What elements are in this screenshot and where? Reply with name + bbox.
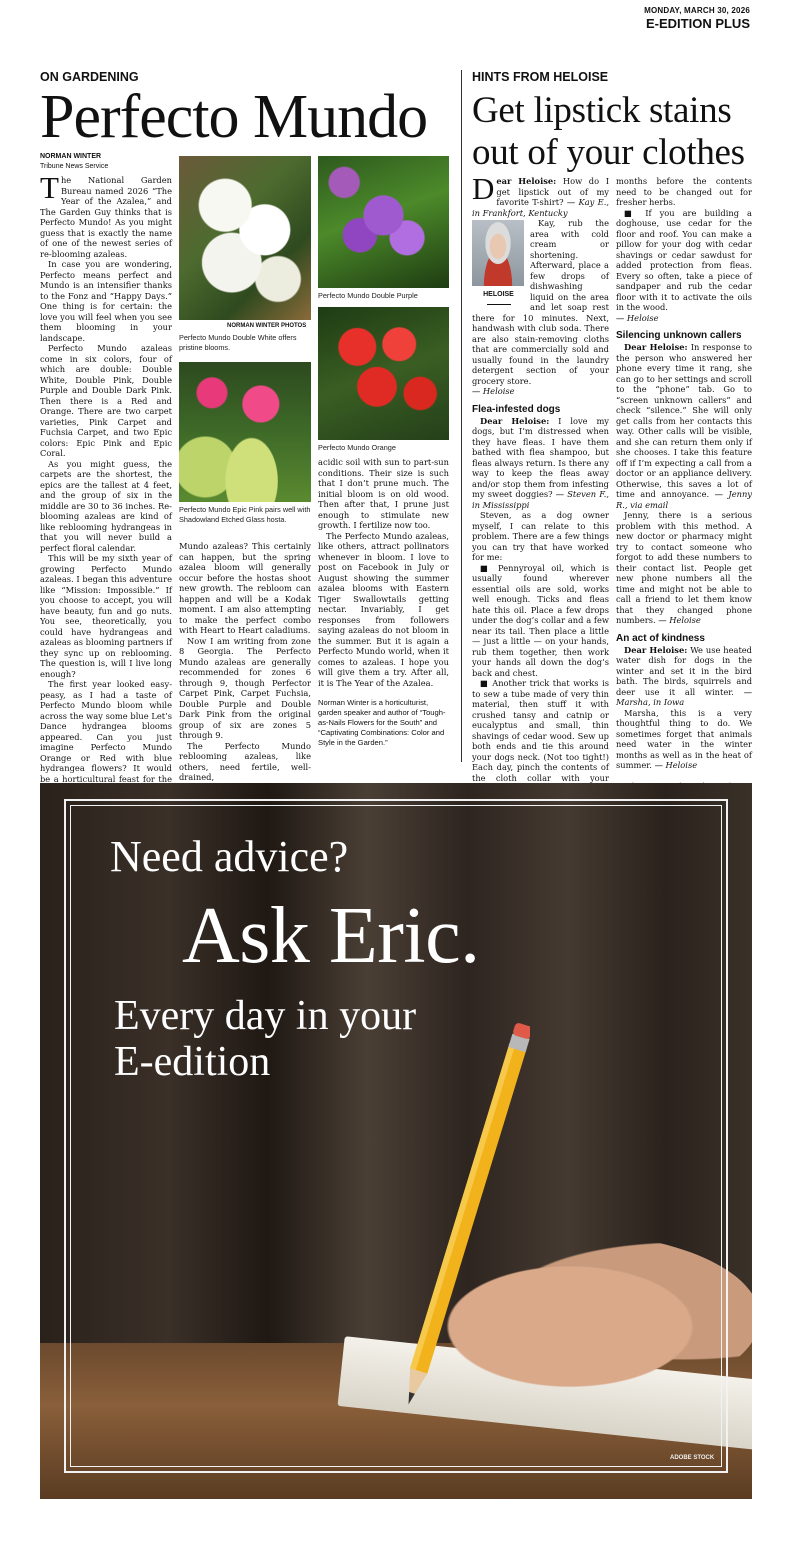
article-paragraph: The Perfecto Mundo reblooming azaleas, like others, need fertile, well-drained, [179, 740, 311, 782]
heloise-photo-label: HELOISE [483, 291, 514, 298]
column-divider [461, 70, 462, 762]
article-paragraph: The National Garden Bureau named 2026 “The Year of the Azalea,” and The Garden Guy thinks that is Perfecto Mundo! As you might guess that is exactly the name of one of the newest series of re-blooming azaleas. [40, 170, 172, 259]
photo-double-purple [318, 156, 449, 288]
ad-line-every-day: Every day in your E-edition [114, 993, 417, 1085]
letter-question: Dear Heloise: In response to the person who answered her phone every time it rang, she can go to her settings and scroll to the “phone” tab. Go to “screen unknown callers” and check “silence.” She will only get calls from her contacts this way. Other calls will be visible, and she can return them only if she chooses. I take this feature off if I’m expecting a call from a doctor or an appliance delivery. Otherwise, this saves a lot of time and annoyance. — Jenny R., via email [616, 342, 752, 510]
edition-name: E-EDITION PLUS [645, 16, 750, 31]
ask-eric-ad[interactable] [40, 783, 752, 1499]
letter-answer: Marsha, this is a very thoughtful thing to do. We sometimes forget that animals need water in the winter months as well as in the heat of summer. — Heloise [616, 707, 752, 770]
caption-double-white: Perfecto Mundo Double White offers pristine blooms. [179, 333, 297, 352]
byline-service: Tribune News Service [40, 163, 109, 170]
drop-cap: T [40, 170, 59, 205]
letter-answer: months before the contents need to be changed out for fresher herbs. [616, 176, 752, 207]
article-paragraph: The first year looked easy-peasy, as I had a taste of Perfecto Mundo bloom while across the way some blue Let’s Dance hydrangea blooms appeared. Can you just imagine Perfecto Mundo Orange or Red with blue hydrangea flowers? It would be a horticultural feast for the [40, 679, 172, 784]
caption-double-purple: Perfecto Mundo Double Purple [318, 291, 418, 300]
photo-credit: NORMAN WINTER PHOTOS [227, 323, 307, 329]
ad-photo-credit: ADOBE STOCK [670, 1455, 715, 1461]
heloise-column-2 [616, 176, 752, 801]
heloise-headline: Get lipstick stains out of your clothes [472, 90, 745, 173]
letter-answer: ■ Pennyroyal oil, which is usually found wherever essential oils are sold, works well enough. Ticks and fleas hate this oil. Place a few drops under the dog’s collar and a few near its tail. Then place a little — just a little — on your hands, rub them together, then work your hands all down the dog’s back and chest. [472, 562, 609, 678]
ad-line-ask-eric: Ask Eric. [182, 892, 480, 980]
article-paragraph: Mundo azaleas? This certainly can happen, but the spring azalea bloom will generally occur before the hostas shoot new growth. The rebloom can happen and will be a Kodak moment. I am also attempting to make the perfect combo with Heart to Heart caladiums. [179, 541, 311, 635]
heloise-portrait [472, 220, 525, 305]
letter-answer: ■ If you are building a doghouse, use cedar for the floor and roof. You can make a pillow for your dog with cedar shavings or cedar sawdust for added protection from fleas. Every so often, take a piece of sandpaper and rub the cedar floor with it to activate the oils in the wood. — Heloise [616, 207, 752, 323]
heloise-column-1 [472, 171, 609, 815]
gardening-kicker: ON GARDENING [40, 70, 139, 84]
gardening-column-1 [40, 170, 172, 826]
subhead-flea-dogs: Flea-infested dogs [472, 403, 561, 415]
letter-question: Dear Heloise: How do I get lipstick out of my favorite T-shirt? — Kay E., in Frankfort, Kentucky [472, 171, 609, 218]
letter-answer: Jenny, there is a serious problem with this method. A new doctor or pharmacy might try to contact someone who forgot to add these numbers to their contact list. People get new phone numbers all the time and might not be able to call a friend to let them know that they changed phone numbers. — Heloise [616, 510, 752, 625]
caption-epic-pink: Perfecto Mundo Epic Pink pairs well with Shadowland Etched Glass hosta. [179, 505, 311, 524]
gardening-headline: Perfecto Mundo [40, 83, 428, 151]
article-paragraph: This will be my sixth year of growing Perfecto Mundo azaleas. I began this adventure like “Mission: Impossible.” If you choose to accept, you will have beauty, fun and go nuts. You see, theoretically, you could have hydrangeas and azaleas as blooming partners if they sync up on reblooming. The question is, will I live long enough? [40, 553, 172, 679]
gardening-column-3 [318, 457, 449, 748]
article-paragraph: Now I am writing from zone 8 Georgia. The Perfecto Mundo azaleas are generally recommended for zones 6 through 9, though Perfector Carpet Pink, Carpet Fuchsia, Double Purple and Double Dark Pink from the original group of six are zones 5 through 9. [179, 635, 311, 740]
heloise-kicker: HINTS FROM HELOISE [472, 70, 609, 84]
photo-label-rule [487, 304, 511, 305]
ad-line-need-advice: Need advice? [110, 832, 349, 881]
article-paragraph: Perfecto Mundo azaleas come in six colors, four of which are double: Double White, Double Pink, Double Purple and Double Dark Pink. Then there is a Red and Orange. There are two carpet varieties, Pink Carpet and Fuchsia Carpet, and two Epic colors: Epic Pink and Epic Coral. [40, 343, 172, 458]
subhead-act-of-kindness: An act of kindness [616, 632, 705, 644]
byline [40, 152, 108, 172]
byline-author: NORMAN WINTER [40, 153, 102, 160]
drop-cap: D [472, 171, 495, 206]
author-bio: Norman Winter is a horticulturist, garden speaker and author of “Tough-as-Nails Flowers for the South” and “Captivating Combinations: Color and Style in the Garden.” [318, 698, 446, 747]
article-paragraph: acidic soil with sun to part-sun conditions. Their size is such that I don’t prune much. The initial bloom is on old wood. Then after that, I prune just enough to stimulate new growth. I fertilize now too. [318, 457, 449, 530]
caption-orange: Perfecto Mundo Orange [318, 443, 396, 452]
letter-question: Dear Heloise: We use heated water dish for dogs in the winter and set it in the bird bath. The birds, squirrels and deer use it all winter. — Marsha, in Iowa [616, 644, 752, 707]
photo-epic-pink-hosta [179, 362, 311, 502]
letter-answer: Kay, rub the area with cold cream or shortening. Afterward, place a few drops of dishwashing liquid on the area and let soap rest there for 10 minutes. Next, handwash with club soda. There are also stain-removing cloths that are commercially sold and usually found in the laundry detergent section of your grocery store. — Heloise [472, 218, 609, 396]
subhead-unknown-callers: Silencing unknown callers [616, 330, 742, 341]
photo-double-white [179, 156, 311, 320]
letter-answer: Steven, as a dog owner myself, I can relate to this problem. There are a few things you can try that have worked for me: [472, 510, 609, 562]
photo-orange [318, 307, 449, 440]
article-paragraph: In case you are wondering, Perfecto means perfect and Mundo is an intensifier thanks to the Fonz and “Happy Days.” One thing is for certain: the love you will feel when you see them blooming in your landscape. [40, 259, 172, 343]
masthead [644, 6, 750, 31]
edition-date: MONDAY, MARCH 30, 2026 [644, 6, 750, 15]
heloise-photo [472, 220, 524, 286]
gardening-column-2 [179, 541, 311, 783]
letter-answer: ■ Another trick that works is to sew a tube made of very thin material, then stuff it with crushed tansy and catnip or eucalyptus and small, thin shavings of cedar wood. Sew up both ends and tie this around your dogs neck. (Not too tight!) Each day, pinch the contents of the cloth collar with your [472, 678, 609, 783]
letter-question: Dear Heloise: I love my dogs, but I’m distressed when they have fleas. I have them bathed with flea shampoo, but fleas always return. Is there any way to keep the fleas away and/or stop them from infesting my sweet doggies? — Steven F., in Mississippi [472, 415, 609, 510]
article-paragraph: As you might guess, the carpets are the shortest, the epics are the tallest at 4 feet, and the group of six in the middle are 30 to 36 inches. Re-blooming azaleas are kind of like reblooming hydrangeas in that you will never build a perfect floral calendar. [40, 458, 172, 553]
article-paragraph: The Perfecto Mundo azaleas, like others, attract pollinators whenever in bloom. I love to post on Facebook in July or August showing the summer azalea blooms with Eastern Tiger Swallowtails getting nectar. Invariably, I get responses from followers saying azaleas do not bloom in the summer. But it is again a Perfecto Mundo world, when it comes to azaleas. I hope you will give them a try. After all, it is The Year of the Azalea. [318, 530, 449, 688]
